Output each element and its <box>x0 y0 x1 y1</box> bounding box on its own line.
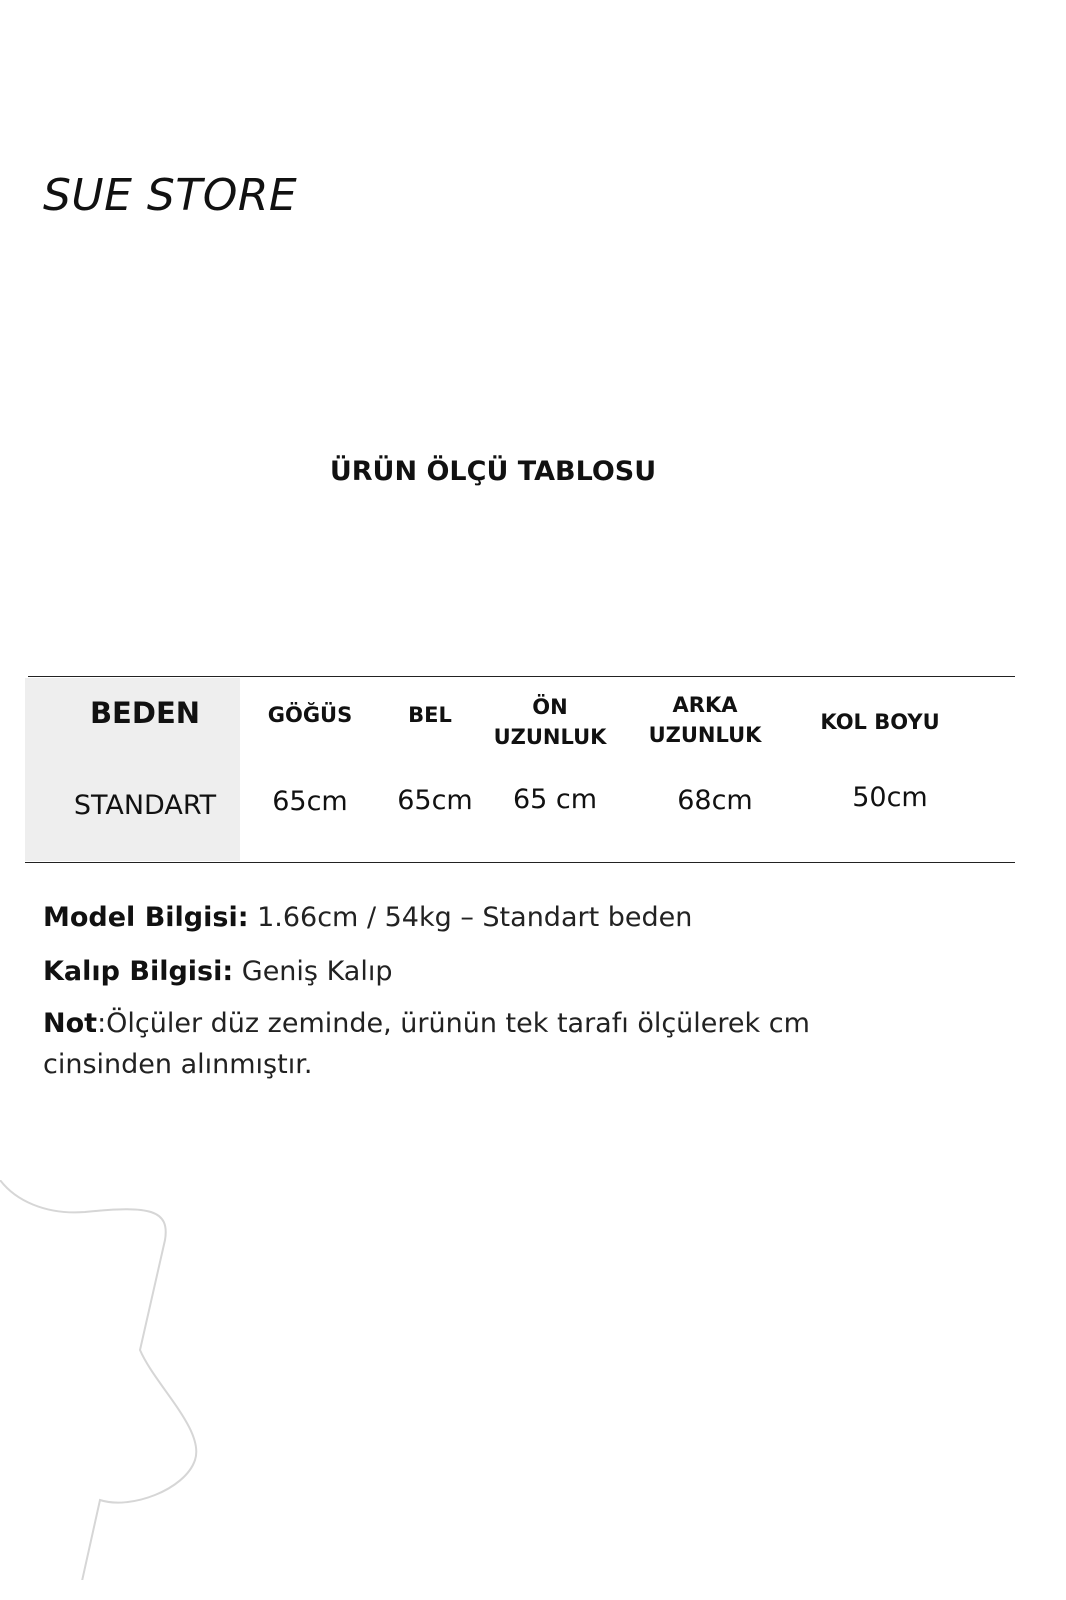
row-back-length-value: 68cm <box>677 785 753 816</box>
model-info <box>43 897 692 938</box>
note-text: :Ölçüler düz zeminde, ürünün tek tarafı ölçülerek cm cinsinden alınmıştır. <box>43 1008 810 1080</box>
header-sleeve-length: KOL BOYU <box>820 710 940 734</box>
header-waist: BEL <box>408 703 452 727</box>
header-chest: GÖĞÜS <box>267 703 353 727</box>
fit-info <box>43 951 393 992</box>
note-label: Not <box>43 1008 98 1039</box>
brand-name: SUE STORE <box>43 170 298 221</box>
table-top-rule <box>28 676 1015 677</box>
fit-info-label: Kalıp Bilgisi: <box>43 956 234 987</box>
note-info <box>43 1003 843 1085</box>
model-info-value: 1.66cm / 54kg – Standart beden <box>248 902 693 933</box>
header-front-length: ÖN UZUNLUK <box>493 695 607 749</box>
table-bottom-rule <box>25 862 1015 863</box>
row-waist-value: 65cm <box>397 785 473 816</box>
fit-info-value: Geniş Kalıp <box>233 956 393 987</box>
row-sleeve-length-value: 50cm <box>852 782 928 813</box>
row-chest-value: 65cm <box>272 786 348 817</box>
model-info-label: Model Bilgisi: <box>43 902 249 933</box>
decorative-star-outline <box>0 1180 240 1580</box>
row-size-value: STANDART <box>73 790 217 821</box>
page-title: ÜRÜN ÖLÇÜ TABLOSU <box>329 456 657 487</box>
header-size: BEDEN <box>89 696 201 730</box>
header-back-length: ARKA UZUNLUK <box>648 693 762 747</box>
row-front-length-value: 65 cm <box>512 784 598 815</box>
